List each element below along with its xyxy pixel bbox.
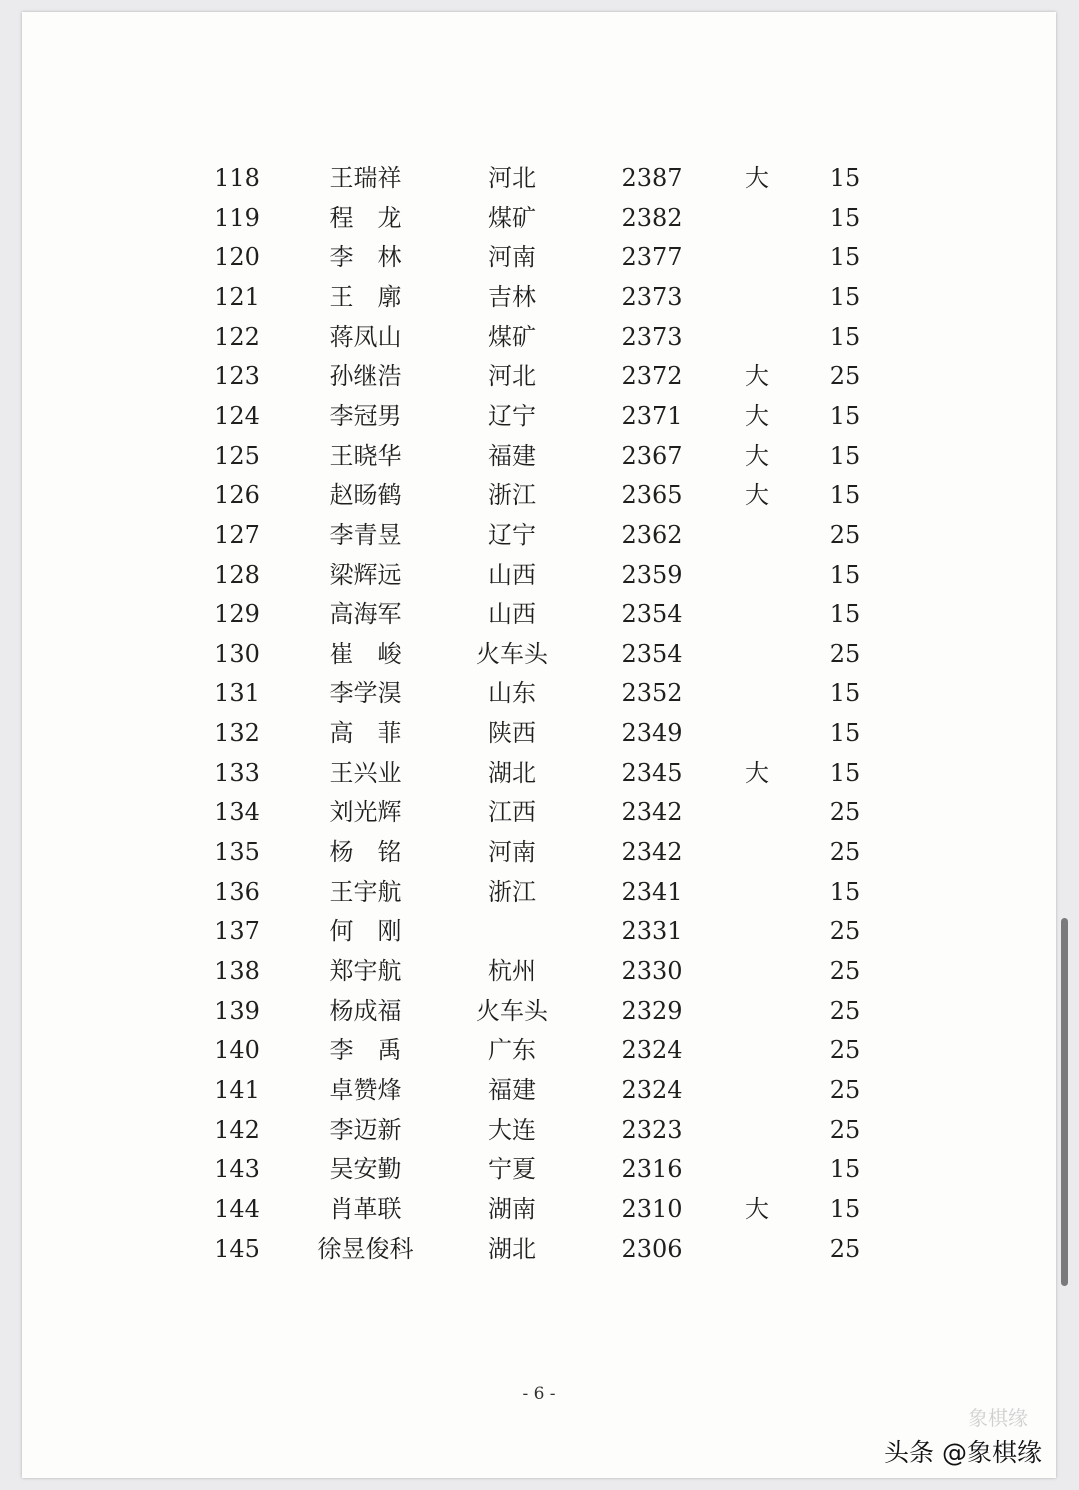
title-cell: 大	[745, 401, 769, 430]
table-row	[22, 753, 1056, 793]
table-row	[22, 713, 1056, 753]
name-cell: 卓赞烽	[329, 1075, 402, 1104]
title-cell	[727, 594, 787, 634]
region-cell: 辽宁	[488, 520, 536, 549]
table-row	[22, 515, 1056, 555]
name-cell: 李学淏	[329, 679, 402, 708]
fee-cell: 25	[829, 520, 861, 549]
name-cell: 梁辉远	[329, 560, 402, 589]
region-cell: 浙江	[488, 481, 536, 510]
title-cell	[727, 872, 787, 912]
score-cell: 2373	[621, 322, 683, 351]
rank-cell: 128	[214, 560, 260, 589]
title-cell	[727, 1030, 787, 1070]
rank-cell: 141	[214, 1075, 260, 1104]
region-cell: 煤矿	[488, 203, 536, 232]
table-row	[22, 475, 1056, 515]
score-cell: 2330	[621, 957, 683, 985]
fee-cell: 25	[829, 838, 861, 867]
title-cell: 大	[745, 441, 769, 470]
title-cell	[727, 237, 787, 277]
title-cell	[727, 832, 787, 872]
title-cell	[727, 1070, 787, 1110]
region-cell: 杭州	[488, 957, 536, 985]
score-cell: 2362	[621, 520, 683, 549]
fee-cell: 25	[829, 957, 861, 985]
rank-cell: 134	[214, 798, 260, 827]
score-cell: 2382	[621, 203, 683, 232]
region-cell: 河北	[488, 362, 536, 391]
score-cell: 2323	[621, 1115, 683, 1144]
name-cell: 王瑞祥	[329, 164, 402, 192]
title-cell	[727, 277, 787, 317]
region-cell: 湖南	[488, 1194, 536, 1223]
name-cell: 赵旸鹤	[329, 481, 402, 510]
region-cell: 广东	[488, 1036, 536, 1065]
fee-cell: 15	[829, 1194, 861, 1223]
rank-cell: 126	[214, 481, 260, 510]
score-cell: 2371	[621, 401, 683, 430]
region-cell: 煤矿	[488, 322, 536, 351]
rank-cell: 118	[214, 164, 260, 192]
region-cell: 福建	[488, 1075, 536, 1104]
table-row	[22, 396, 1056, 436]
title-cell	[727, 951, 787, 991]
table-row	[22, 158, 1056, 198]
score-cell: 2316	[621, 1155, 683, 1184]
region-cell: 山西	[488, 560, 536, 589]
fee-cell: 25	[829, 1115, 861, 1144]
rank-cell: 140	[214, 1036, 260, 1065]
table-row	[22, 1189, 1056, 1229]
fee-cell: 25	[829, 1036, 861, 1065]
vertical-scrollbar[interactable]	[1061, 918, 1068, 1286]
rank-cell: 145	[214, 1234, 260, 1263]
table-row	[22, 356, 1056, 396]
region-cell	[462, 911, 562, 951]
rank-cell: 144	[214, 1194, 260, 1223]
fee-cell: 25	[829, 798, 861, 827]
fee-cell: 15	[829, 243, 861, 272]
title-cell: 大	[745, 481, 769, 510]
fee-cell: 15	[829, 282, 861, 311]
table-row	[22, 872, 1056, 912]
title-cell	[727, 673, 787, 713]
score-cell: 2342	[621, 838, 683, 867]
title-cell: 大	[745, 1194, 769, 1223]
score-cell: 2342	[621, 798, 683, 827]
fee-cell: 25	[829, 996, 861, 1025]
region-cell: 河南	[488, 838, 536, 867]
table-row	[22, 911, 1056, 951]
watermark: 头条 @象棋缘	[884, 1438, 1042, 1467]
score-cell: 2354	[621, 639, 683, 668]
rank-cell: 143	[214, 1155, 260, 1184]
watermark-ghost: 象棋缘	[968, 1406, 1028, 1430]
name-cell: 何 刚	[329, 917, 402, 946]
fee-cell: 15	[829, 560, 861, 589]
fee-cell: 15	[829, 679, 861, 708]
region-cell: 陕西	[488, 719, 536, 748]
rank-cell: 135	[214, 838, 260, 867]
fee-cell: 15	[829, 203, 861, 232]
score-cell: 2367	[621, 441, 683, 470]
page-number: - 6 -	[522, 1384, 556, 1404]
rank-cell: 139	[214, 996, 260, 1025]
score-cell: 2359	[621, 560, 683, 589]
table-row	[22, 991, 1056, 1031]
fee-cell: 15	[829, 719, 861, 748]
name-cell: 李冠男	[329, 401, 402, 430]
rank-cell: 131	[214, 679, 260, 708]
table-row	[22, 1110, 1056, 1150]
score-cell: 2306	[621, 1234, 683, 1263]
name-cell: 肖革联	[329, 1194, 402, 1223]
name-cell: 王兴业	[329, 758, 402, 787]
region-cell: 大连	[488, 1115, 536, 1144]
fee-cell: 15	[829, 164, 861, 192]
title-cell	[727, 634, 787, 674]
name-cell: 崔 峻	[329, 639, 402, 668]
title-cell	[727, 792, 787, 832]
title-cell	[727, 317, 787, 357]
title-cell: 大	[745, 164, 769, 192]
fee-cell: 25	[829, 1234, 861, 1263]
fee-cell: 25	[829, 362, 861, 391]
rank-cell: 137	[214, 917, 260, 946]
rank-cell: 127	[214, 520, 260, 549]
rank-cell: 136	[214, 877, 260, 906]
score-cell: 2324	[621, 1075, 683, 1104]
rank-cell: 142	[214, 1115, 260, 1144]
table-row	[22, 1149, 1056, 1189]
region-cell: 山西	[488, 600, 536, 629]
table-row	[22, 277, 1056, 317]
score-cell: 2377	[621, 243, 683, 272]
score-cell: 2372	[621, 362, 683, 391]
region-cell: 湖北	[488, 758, 536, 787]
rank-cell: 119	[214, 203, 260, 232]
table-row	[22, 198, 1056, 238]
score-cell: 2365	[621, 481, 683, 510]
table-row	[22, 555, 1056, 595]
name-cell: 刘光辉	[329, 798, 402, 827]
score-cell: 2349	[621, 719, 683, 748]
rank-cell: 120	[214, 243, 260, 272]
name-cell: 杨 铭	[329, 838, 402, 867]
table-row	[22, 832, 1056, 872]
region-cell: 河北	[488, 164, 536, 192]
region-cell: 福建	[488, 441, 536, 470]
region-cell: 湖北	[488, 1234, 536, 1263]
table-row	[22, 792, 1056, 832]
rank-cell: 129	[214, 600, 260, 629]
fee-cell: 15	[829, 1155, 861, 1184]
fee-cell: 15	[829, 322, 861, 351]
region-cell: 火车头	[476, 996, 548, 1025]
fee-cell: 25	[829, 639, 861, 668]
name-cell: 李青昱	[329, 520, 402, 549]
name-cell: 杨成福	[329, 996, 402, 1025]
title-cell: 大	[745, 362, 769, 391]
title-cell	[727, 1110, 787, 1150]
name-cell: 吴安勤	[329, 1155, 402, 1184]
name-cell: 王 廓	[329, 282, 402, 311]
title-cell: 大	[745, 758, 769, 787]
name-cell: 李 林	[329, 243, 402, 272]
name-cell: 徐昱俊科	[317, 1234, 414, 1263]
title-cell	[727, 515, 787, 555]
fee-cell: 25	[829, 917, 861, 946]
rank-cell: 121	[214, 282, 260, 311]
table-row	[22, 951, 1056, 991]
table-row	[22, 1030, 1056, 1070]
region-cell: 山东	[488, 679, 536, 708]
name-cell: 李 禹	[329, 1036, 402, 1065]
region-cell: 宁夏	[488, 1155, 536, 1184]
name-cell: 李迈新	[329, 1115, 402, 1144]
score-cell: 2329	[621, 996, 683, 1025]
name-cell: 王晓华	[329, 441, 402, 470]
fee-cell: 15	[829, 481, 861, 510]
table-row	[22, 436, 1056, 476]
region-cell: 河南	[488, 243, 536, 272]
table-row	[22, 1070, 1056, 1110]
title-cell	[727, 1229, 787, 1269]
table-row	[22, 317, 1056, 357]
fee-cell: 15	[829, 441, 861, 470]
region-cell: 浙江	[488, 877, 536, 906]
fee-cell: 15	[829, 877, 861, 906]
region-cell: 火车头	[476, 639, 548, 668]
name-cell: 孙继浩	[329, 362, 402, 391]
score-cell: 2354	[621, 600, 683, 629]
table-row	[22, 673, 1056, 713]
document-page	[22, 12, 1056, 1478]
table-row	[22, 594, 1056, 634]
rank-cell: 122	[214, 322, 260, 351]
score-cell: 2331	[621, 917, 683, 946]
name-cell: 程 龙	[329, 203, 402, 232]
fee-cell: 15	[829, 600, 861, 629]
rank-cell: 130	[214, 639, 260, 668]
score-cell: 2373	[621, 282, 683, 311]
title-cell	[727, 1149, 787, 1189]
title-cell	[727, 198, 787, 238]
rank-cell: 132	[214, 719, 260, 748]
name-cell: 王宇航	[329, 877, 402, 906]
rank-cell: 138	[214, 957, 260, 985]
title-cell	[727, 713, 787, 753]
rank-cell: 124	[214, 401, 260, 430]
region-cell: 吉林	[488, 282, 536, 311]
score-cell: 2324	[621, 1036, 683, 1065]
title-cell	[727, 991, 787, 1031]
fee-cell: 25	[829, 1075, 861, 1104]
table-row	[22, 1229, 1056, 1269]
rank-cell: 133	[214, 758, 260, 787]
score-cell: 2341	[621, 877, 683, 906]
rank-cell: 123	[214, 362, 260, 391]
fee-cell: 15	[829, 401, 861, 430]
score-cell: 2352	[621, 679, 683, 708]
name-cell: 高 菲	[329, 719, 402, 748]
score-cell: 2310	[621, 1194, 683, 1223]
table-row	[22, 634, 1056, 674]
name-cell: 蒋凤山	[329, 322, 402, 351]
title-cell	[727, 555, 787, 595]
name-cell: 郑宇航	[329, 957, 402, 985]
score-cell: 2387	[621, 164, 683, 192]
region-cell: 辽宁	[488, 401, 536, 430]
name-cell: 高海军	[329, 600, 402, 629]
score-cell: 2345	[621, 758, 683, 787]
rank-cell: 125	[214, 441, 260, 470]
fee-cell: 15	[829, 758, 861, 787]
table-row	[22, 237, 1056, 277]
region-cell: 江西	[488, 798, 536, 827]
title-cell	[727, 911, 787, 951]
